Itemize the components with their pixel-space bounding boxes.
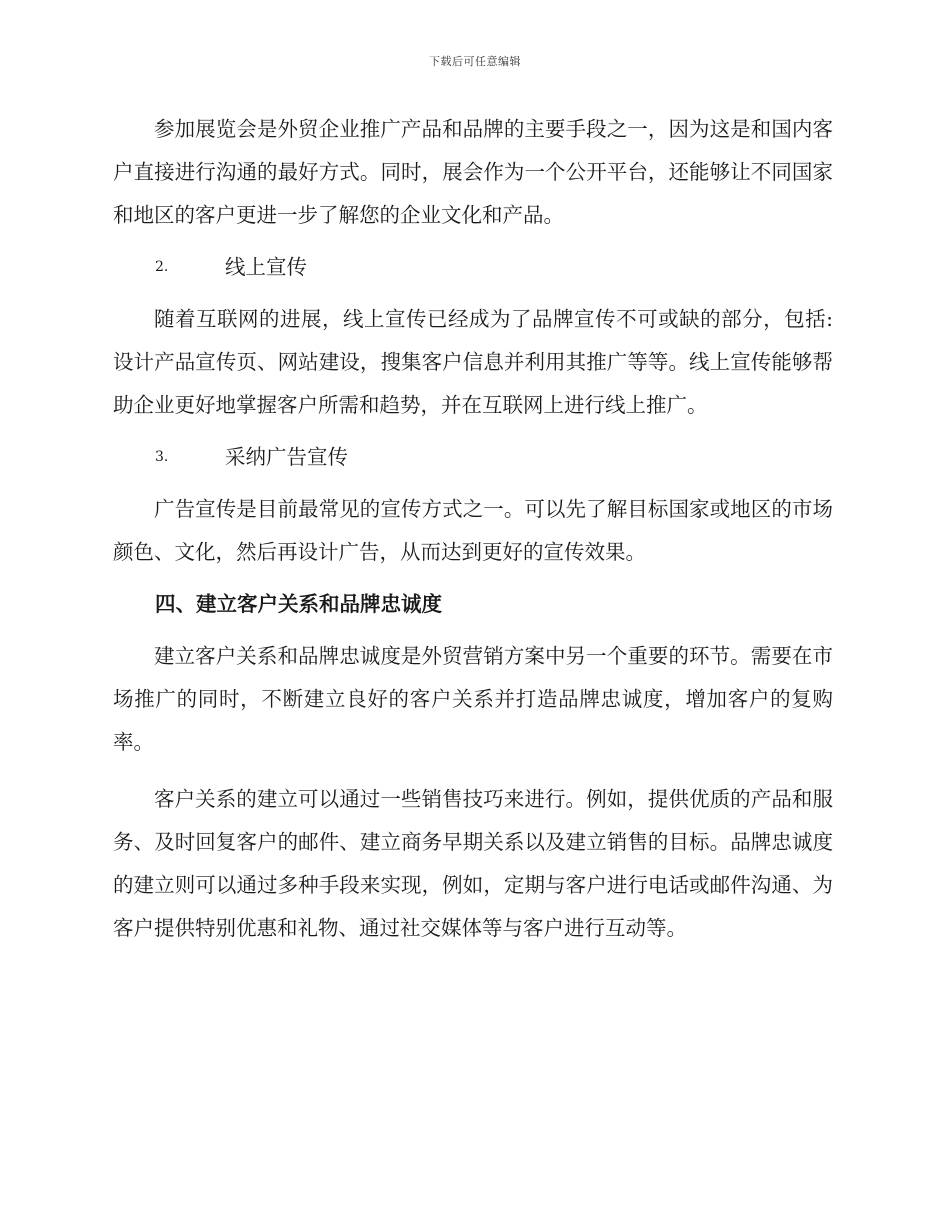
list-item-title: 线上宣传: [225, 255, 307, 279]
list-number: 2.: [155, 259, 169, 275]
list-item-title: 采纳广告宣传: [225, 445, 348, 469]
paragraph-online-promotion: 随着互联网的进展，线上宣传已经成为了品牌宣传不可或缺的部分，包括:设计产品宣传页、网站建设，搜集客户信息并利用其推广等等。线上宣传能够帮助企业更好地掌握客户所需和趋势，并在互联网上进行线上推广。: [113, 307, 833, 417]
paragraph-loyalty-methods: 客户关系的建立可以通过一些销售技巧来进行。例如，提供优质的产品和服务、及时回复客户的邮件、建立商务早期关系以及建立销售的目标。品牌忠诚度的建立则可以通过多种手段来实现，例如，定期与客户进行电话或邮件沟通、为客户提供特别优惠和礼物、通过社交媒体等与客户进行互动等。: [113, 787, 833, 940]
list-number: 3.: [155, 449, 169, 465]
list-item-online-promotion: [113, 246, 833, 289]
paragraph-advertising: 广告宣传是目前最常见的宣传方式之一。可以先了解目标国家或地区的市场颜色、文化，然后再设计广告，从而达到更好的宣传效果。: [113, 497, 833, 564]
section-heading: 四、建立客户关系和品牌忠诚度: [155, 592, 442, 616]
paragraph-customer-relations: 建立客户关系和品牌忠诚度是外贸营销方案中另一个重要的环节。需要在市场推广的同时，不断建立良好的客户关系并打造品牌忠诚度，增加客户的复购率。: [113, 644, 833, 754]
page-header: 下载后可任意编辑: [429, 55, 521, 68]
document-body: [113, 108, 833, 950]
paragraph-exhibition: 参加展览会是外贸企业推广产品和品牌的主要手段之一，因为这是和国内客户直接进行沟通的最好方式。同时，展会作为一个公开平台，还能够让不同国家和地区的客户更进一步了解您的企业文化和产品。: [113, 117, 833, 227]
list-item-advertising: [113, 436, 833, 479]
